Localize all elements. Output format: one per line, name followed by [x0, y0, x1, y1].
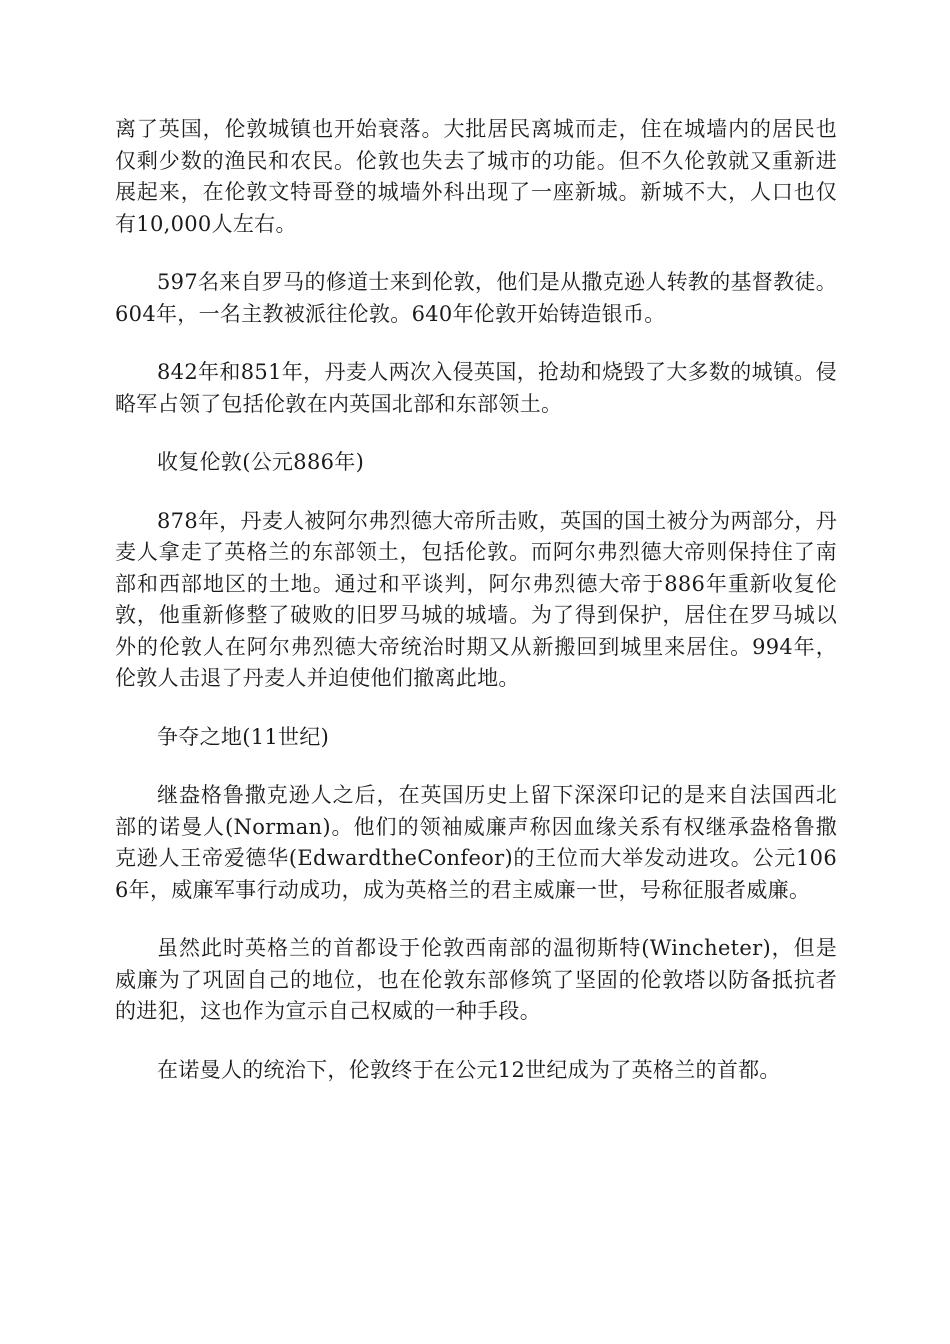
section-heading-contested: 争夺之地(11世纪) — [157, 724, 330, 749]
paragraph-monks: 597名来自罗马的修道士来到伦敦，他们是从撒克逊人转教的基督教徒。604年，一名主教被派往伦敦。640年伦敦开始铸造银币。 — [115, 270, 837, 326]
paragraph-normans: 继盎格鲁撒克逊人之后，在英国历史上留下深深印记的是来自法国西北部的诺曼人(Norman)。他们的领袖威廉声称因血缘关系有权继承盎格鲁撒克逊人王帝爱德华(EdwardtheConfeor)的王位而大举发动进攻。公元1066年，威廉军事行动成功，成为英格兰的君主威廉一世，号称征服者威廉。 — [115, 783, 837, 902]
paragraph-danish-invasion: 842年和851年，丹麦人两次入侵英国，抢劫和烧毁了大多数的城镇。侵略军占领了包括伦敦在内英国北部和东部领土。 — [115, 360, 837, 416]
paragraph-capital: 在诺曼人的统治下，伦敦终于在公元12世纪成为了英格兰的首都。 — [157, 1057, 781, 1082]
paragraph-opening: 离了英国，伦敦城镇也开始衰落。大批居民离城而走，住在城墙内的居民也仅剩少数的渔民和农民。伦敦也失去了城市的功能。但不久伦敦就又重新进展起来，在伦敦文特哥登的城墙外科出现了一座新城。新城不大，人口也仅有10,000人左右。 — [115, 117, 837, 236]
paragraph-alfred: 878年，丹麦人被阿尔弗烈德大帝所击败，英国的国土被分为两部分，丹麦人拿走了英格兰的东部领土，包括伦敦。而阿尔弗烈德大帝则保持住了南部和西部地区的土地。通过和平谈判，阿尔弗烈德大帝于886年重新收复伦敦，他重新修整了破败的旧罗马城的城墙。为了得到保护，居住在罗马城以外的伦敦人在阿尔弗烈德大帝统治时期又从新搬回到城里来居住。994年，伦敦人击退了丹麦人并迫使他们撤离此地。 — [115, 508, 837, 690]
paragraph-tower: 虽然此时英格兰的首都设于伦敦西南部的温彻斯特(Wincheter)，但是威廉为了巩固自己的地位，也在伦敦东部修筑了坚固的伦敦塔以防备抵抗者的进犯，这也作为宣示自己权威的一种手段。 — [115, 936, 837, 1023]
document-page — [115, 114, 837, 1086]
section-heading-recovery: 收复伦敦(公元886年) — [157, 450, 365, 474]
